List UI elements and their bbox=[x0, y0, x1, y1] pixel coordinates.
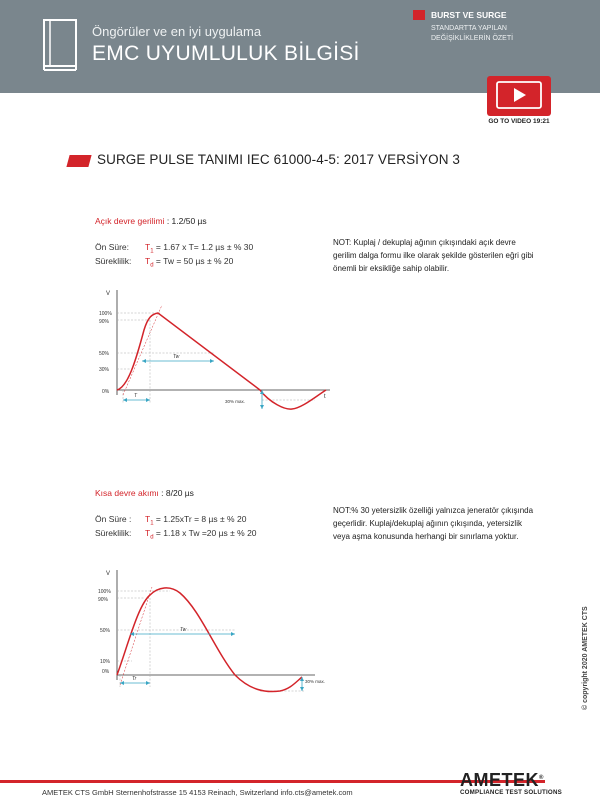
header-topic-title: BURST VE SURGE bbox=[431, 10, 507, 20]
sc-front-subscript: 1 bbox=[150, 520, 154, 527]
header-title: EMC UYUMLULUK BİLGİSİ bbox=[92, 42, 360, 65]
oc-tick-30: 30% bbox=[99, 367, 110, 373]
sc-tick-50: 50% bbox=[100, 628, 111, 634]
oc-duration-formula bbox=[145, 256, 233, 269]
sc-tw-label: Tw bbox=[180, 627, 187, 633]
oc-front-formula bbox=[145, 242, 253, 255]
oc-front-tangent bbox=[123, 305, 162, 395]
header-subtitle: Öngörüler ve en iyi uygulama bbox=[92, 24, 262, 39]
sc-tick-90: 90% bbox=[98, 597, 109, 603]
open-circuit-label: Açık devre gerilimi bbox=[95, 216, 165, 226]
sc-tr-label: Tr bbox=[132, 676, 137, 682]
logo-tagline: COMPLIANCE TEST SOLUTIONS bbox=[460, 789, 562, 796]
short-circuit-value: : 8/20 µs bbox=[161, 488, 194, 498]
short-circuit-waveform-chart bbox=[90, 565, 326, 695]
oc-duration-symbol: T bbox=[145, 256, 151, 266]
sc-duration-subscript: d bbox=[150, 534, 154, 541]
oc-tick-100: 100% bbox=[99, 311, 112, 317]
sc-duration-value: = 1.18 x Tw =20 µs ± % 20 bbox=[155, 528, 257, 538]
sc-waveform-curve bbox=[117, 588, 302, 692]
short-circuit-label: Kısa devre akımı bbox=[95, 488, 159, 498]
footer-address: AMETEK CTS GmbH Sternenhofstrasse 15 4153 Reinach, Switzerland info.cts@ametek.com bbox=[42, 788, 353, 797]
oc-front-value: = 1.67 x T= 1.2 µs ± % 30 bbox=[155, 242, 254, 252]
oc-tick-90: 90% bbox=[99, 319, 110, 325]
book-icon bbox=[40, 18, 80, 72]
ametek-logo bbox=[460, 770, 544, 791]
logo-registered-mark: ® bbox=[539, 775, 544, 781]
oc-y-axis-label: V bbox=[106, 291, 111, 297]
sc-front-tangent bbox=[120, 587, 152, 685]
sc-front-symbol: T bbox=[145, 514, 151, 524]
oc-t-label: T bbox=[134, 393, 138, 399]
oc-tw-label: Tw bbox=[173, 354, 180, 360]
video-link-label[interactable]: GO TO VIDEO 19:21 bbox=[488, 118, 550, 125]
sc-front-label: Ön Süre : bbox=[95, 514, 132, 524]
oc-front-label: Ön Süre: bbox=[95, 242, 130, 252]
sc-undershoot-label: 30% max. bbox=[305, 679, 326, 684]
short-circuit-heading bbox=[95, 488, 194, 498]
sc-y-axis-label: V bbox=[106, 571, 111, 577]
sc-tick-10: 10% bbox=[100, 659, 111, 665]
oc-duration-value: = Tw = 50 µs ± % 20 bbox=[155, 256, 234, 266]
oc-x-axis-label: t bbox=[324, 394, 326, 400]
sc-tick-100: 100% bbox=[98, 589, 111, 595]
open-circuit-waveform-chart bbox=[90, 285, 340, 415]
sc-duration-symbol: T bbox=[145, 528, 151, 538]
oc-tick-50: 50% bbox=[99, 351, 110, 357]
header-topic-subtitle: STANDARTTA YAPILAN DEĞİŞİKLİKLERİN ÖZETİ bbox=[431, 25, 514, 42]
sc-duration-label: Süreklilik: bbox=[95, 528, 132, 538]
oc-front-symbol: T bbox=[145, 242, 151, 252]
section-title: SURGE PULSE TANIMI IEC 61000-4-5: 2017 VERSİYON 3 bbox=[97, 152, 461, 167]
sc-duration-formula bbox=[145, 528, 257, 541]
oc-tick-0: 0% bbox=[102, 389, 110, 395]
oc-duration-label: Süreklilik: bbox=[95, 256, 132, 266]
section-red-marker bbox=[66, 155, 91, 167]
oc-undershoot-label: 30% max. bbox=[225, 399, 246, 404]
open-circuit-value: : 1.2/50 µs bbox=[166, 216, 207, 226]
sc-note: NOT:% 30 yetersizlik özelliği yalnızca jeneratör çıkışında geçerlidir. Kuplaj/dekuplaj ağının çıkışında, yetersizlik veya aşma konusunda herhangi bir sınırlama yoktur. bbox=[333, 506, 534, 541]
sc-front-formula bbox=[145, 514, 246, 527]
logo-text: AMETEK bbox=[460, 770, 539, 790]
sc-tick-0: 0% bbox=[102, 669, 110, 675]
oc-duration-subscript: d bbox=[150, 262, 154, 269]
oc-front-subscript: 1 bbox=[150, 248, 154, 255]
oc-note: NOT: Kuplaj / dekuplaj ağının çıkışındaki açık devre gerilim dalga formu ilke olarak şekilde gösterilen eğri gibi önemli bir eksikliğe sahip olabilir. bbox=[333, 238, 534, 273]
copyright-notice: © copyright 2020 AMETEK CTS bbox=[582, 606, 589, 710]
sc-front-value: = 1.25xTr = 8 µs ± % 20 bbox=[155, 514, 247, 524]
open-circuit-heading bbox=[95, 216, 207, 226]
header-red-marker bbox=[413, 10, 425, 20]
